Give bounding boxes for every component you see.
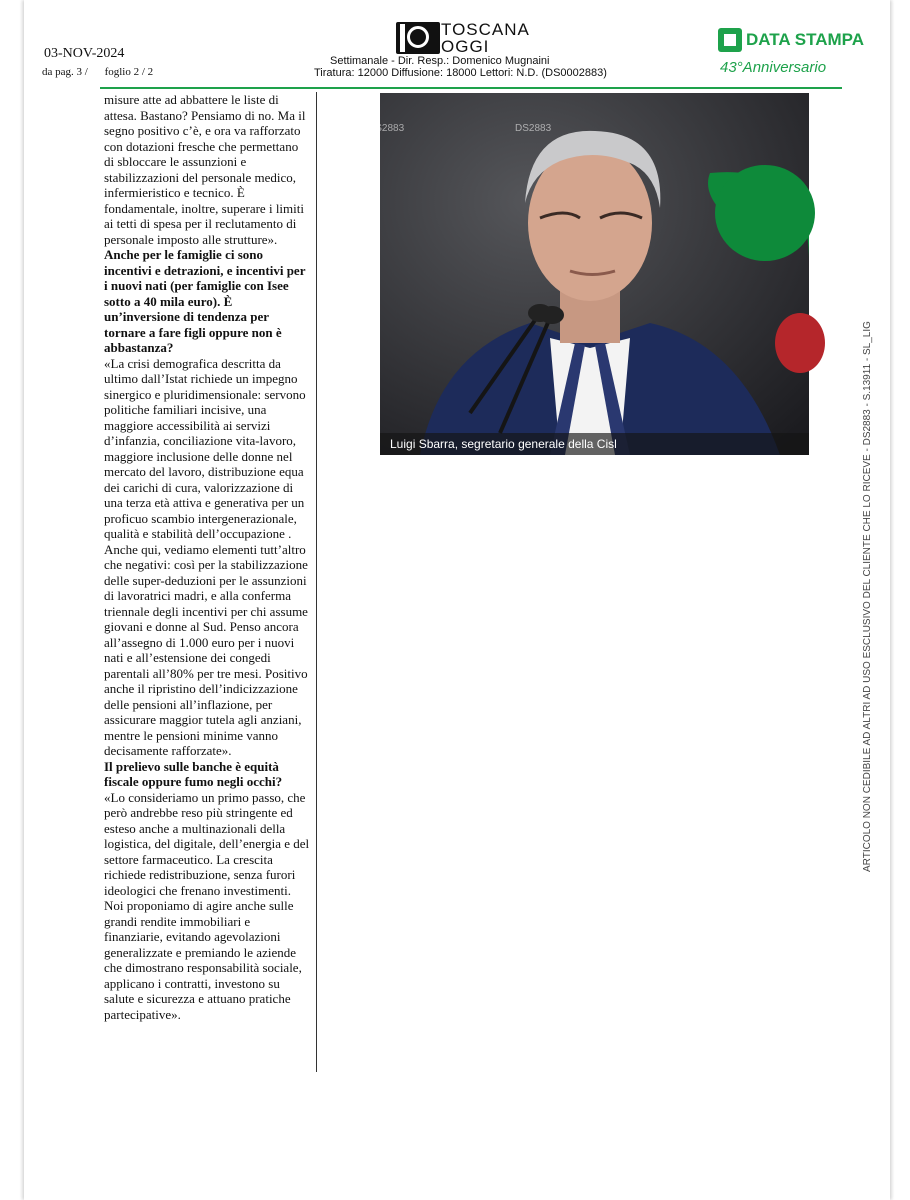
publication-name-line1: TOSCANA (441, 20, 530, 39)
agency-logo-icon (718, 28, 742, 52)
publication-meta-line2: Tiratura: 12000 Diffusione: 18000 Lettori: N.D. (DS0002883) (314, 67, 607, 79)
article-paragraph: Noi proponiamo di agire anche sulle grandi rendite immobiliari e finanziarie, evitando agevolazioni generalizzate e premiando le aziende che dimostrano responsabilità sociale, applicano i contratti, investono su salute e sicurezza e attuano pratiche partecipative». (104, 898, 302, 1022)
article-body (104, 92, 310, 1022)
interview-question: Il prelievo sulle banche è equità fiscale oppure fumo negli occhi? (104, 758, 283, 789)
sheet-number: foglio 2 / 2 (104, 66, 154, 78)
publication-logo-icon (396, 22, 440, 54)
watermark: DS2883 (515, 123, 552, 134)
side-notice: ARTICOLO NON CEDIBILE AD ALTRI AD USO ESCLUSIVO DEL CLIENTE CHE LO RICEVE - DS2883 - S.13911 - SL_LIG (862, 321, 873, 872)
article-paragraph: «La crisi demografica descritta da ultimo dall’Istat richiede un impegno sinergico e pluridimensionale: servono politiche familiari incisive, una maggiore accessibilità ai servizi d’infanzia, conciliazione vita-lavoro, maggiore inclusione delle donne nel mercato del lavoro, distribuzione equa dei carichi di cura, valorizzazione di una terza età attiva e generativa per un proficuo scambio intergenerazionale, qualità e stabilità dell’occupazione . Anche qui, vediamo elementi tutt’altro che negativi: così per la stabilizzazione delle super-deduzioni per le assunzioni di lavoratrici madri, e alla conferma triennale degli incentivi per chi assume giovani e donne al Sud. Penso ancora all’assegno di 1.000 euro per i nuovi nati e all’estensione dei congedi parentali all’80% per tre mesi. Positivo anche il ripristino dell’indicizzazione delle pensioni all’inflazione, per assicurare maggior tutela agli anziani, mentre le pensioni minime vanno decisamente rafforzate». (104, 355, 308, 758)
from-page: da pag. 3 / (42, 66, 88, 78)
portrait-illustration (380, 93, 809, 455)
article-paragraph: misure atte ad abbattere le liste di attesa. Bastano? Pensiamo di no. Ma il segno positivo c’è, e ora va rafforzato con dotazioni fresche che permettano di sbloccare le assunzioni e stabilizzazioni del personale medico, infermieristico e tecnico. È fondamentale, inoltre, superare i limiti ai tetti di spesa per il reclutamento di personale imposto alle strutture». (104, 92, 306, 247)
column-divider (316, 92, 317, 1072)
publication-meta-line1: Settimanale - Dir. Resp.: Domenico Mugnaini (330, 55, 550, 67)
photo-caption: Luigi Sbarra, segretario generale della Cisl (390, 437, 617, 451)
header-divider (100, 87, 842, 89)
agency-anniversary: 43°Anniversario (720, 59, 827, 76)
clipping-date: 03-NOV-2024 (44, 46, 125, 61)
page-reference (42, 66, 167, 78)
article-photo (368, 93, 809, 455)
watermark: DS2883 (368, 123, 405, 134)
interview-question: Anche per le famiglie ci sono incentivi e detrazioni, e incentivi per i nuovi nati (per famiglie con Isee sotto a 40 mila euro). È un’inversione di tendenza per tornare a fare figli oppure non è abbastanza? (104, 247, 306, 355)
agency-name: DATA STAMPA (746, 30, 865, 49)
publication-name-line2: OGGI (441, 37, 490, 56)
article-paragraph: «Lo consideriamo un primo passo, che però andrebbe reso più stringente ed esteso anche a multinazionali della logistica, del digitale, dell’energia e del settore farmaceutico. La crescita richiede redistribuzione, senza furori ideologici che frenano investimenti. (104, 789, 310, 898)
